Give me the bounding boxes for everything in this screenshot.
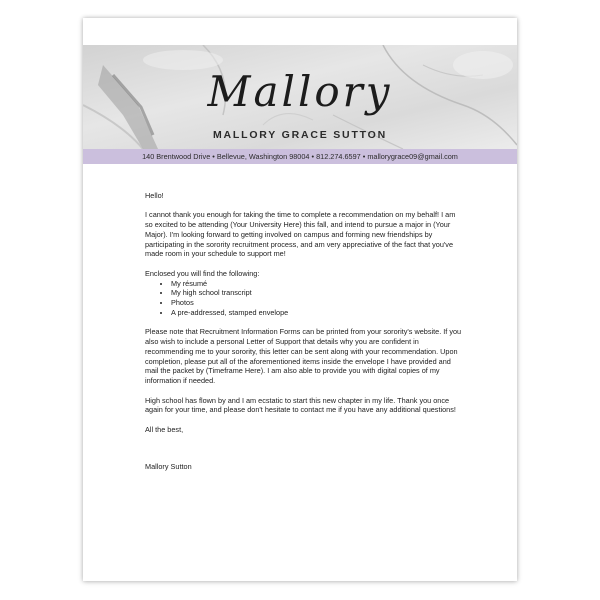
closing: All the best, xyxy=(145,424,184,434)
enclosed-intro: Enclosed you will find the following: xyxy=(145,268,260,278)
list-item: • My résumé xyxy=(171,279,463,289)
greeting: Hello! xyxy=(145,191,164,200)
signature-name: Mallory Sutton xyxy=(145,462,192,472)
paragraph-intro: I cannot thank you enough for taking the time to complete a recommendation on my behalf! I am so excited to be attending (Your University Here) this fall, and intend to pursue a major in (Your Major). I'm looking forward to getting involved on campus and forming new friendships by participating in the sorority recruitment process, and am very appreciative of the fact that you've made room in your schedule to support me! xyxy=(145,210,456,259)
full-name: MALLORY GRACE SUTTON xyxy=(212,129,388,141)
enclosure-list xyxy=(145,279,463,318)
contact-bar: 140 Brentwood Drive • Bellevue, Washington 98004 • 812.274.6597 • mallorygrace09@gmail.com xyxy=(83,149,517,164)
letter-body xyxy=(145,191,463,482)
list-item: • Photos xyxy=(171,298,463,308)
script-name: Mallory xyxy=(207,67,393,116)
list-item: • My high school transcript xyxy=(171,288,463,298)
paragraph-instructions: Please note that Recruitment Information Forms can be printed from your sorority's website. If you also wish to include a personal Letter of Support that details why you are confident in recommending me to your sorority, this letter can be sent along with your recommendation. Upon completion, please put all of the aforementioned items inside the envelope I have provided and mail the packet by (Timeframe Here). I am also able to provide you with digital copies of my information if needed. xyxy=(145,327,462,386)
list-item: • A pre-addressed, stamped envelope xyxy=(171,308,463,318)
signature-space xyxy=(145,434,463,462)
marble-header xyxy=(83,45,517,149)
paragraph-thanks: High school has flown by and I am ecstatic to start this new chapter in my life. Thank you once again for your time, and please don't hesitate to contact me if you have any additional questions! xyxy=(145,395,456,415)
letter-page xyxy=(83,18,517,581)
